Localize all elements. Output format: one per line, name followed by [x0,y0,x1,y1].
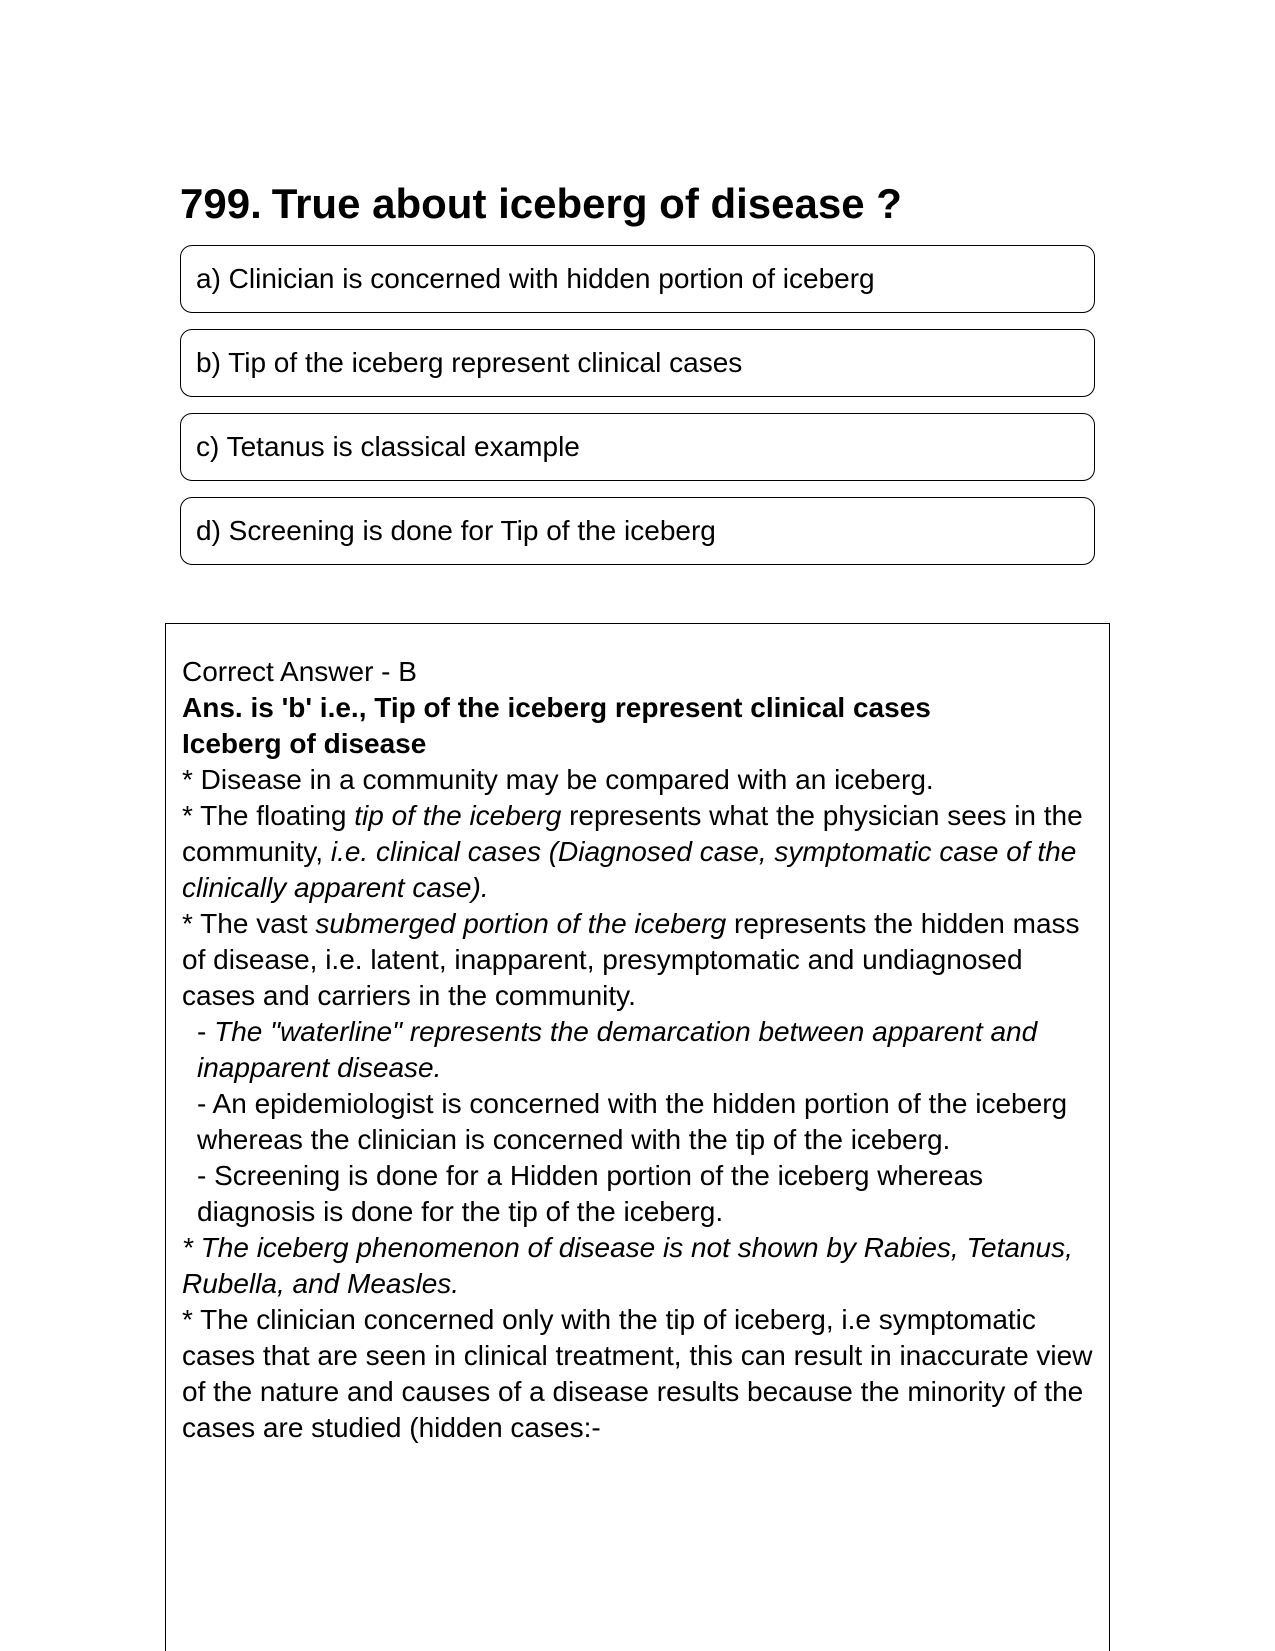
explanation-point-7: * The iceberg phenomenon of disease is not shown by Rabies, Tetanus, Rubella, and Measles. [182,1232,1073,1299]
option-d[interactable]: d) Screening is done for Tip of the iceberg [180,497,1095,565]
question-heading [180,176,902,232]
explanation-point-6: - Screening is done for a Hidden portion of the iceberg whereas diagnosis is done for the tip of the iceberg. [197,1160,984,1227]
question-number: 799. [180,180,262,227]
p3-text-b: submerged portion of the iceberg [315,908,727,939]
question-text: True about iceberg of disease ? [271,180,902,227]
p2-text-b: tip of the iceberg [354,800,562,831]
p2-text-d: i.e. clinical cases (Diagnosed case, symptomatic case of the clinically apparent case). [182,836,1077,903]
explanation-point-5: - An epidemiologist is concerned with the hidden portion of the iceberg whereas the clinician is concerned with the tip of the iceberg. [197,1088,1068,1155]
answer-explanation [165,623,1110,1651]
correct-answer: Correct Answer - B [182,656,417,687]
answer-heading: Ans. is 'b' i.e., Tip of the iceberg represent clinical cases [182,692,931,723]
p2-text-c: represents what the physician sees in the community, [182,800,1083,867]
p3-text-a: * The vast [182,908,316,939]
p2-text-a: * The floating [182,800,355,831]
p4-text-b: The "waterline" represents the demarcation between apparent and inapparent disease. [197,1016,1038,1083]
option-b[interactable]: b) Tip of the iceberg represent clinical cases [180,329,1095,397]
options-list [180,245,1095,581]
p4-text-a: - [197,1016,215,1047]
explanation-point-4 [182,1014,1093,1086]
explanation-point-3 [182,906,1093,1014]
explanation-point-1: * Disease in a community may be compared with an iceberg. [182,764,934,795]
explanation-point-2 [182,798,1093,906]
option-c[interactable]: c) Tetanus is classical example [180,413,1095,481]
p3-text-c: represents the hidden mass of disease, i.e. latent, inapparent, presymptomatic and undiagnosed cases and carriers in the community. [182,908,1080,1011]
topic-heading: Iceberg of disease [182,728,427,759]
explanation-point-8: * The clinician concerned only with the tip of iceberg, i.e symptomatic cases that are seen in clinical treatment, this can result in inaccurate view of the nature and causes of a disease results because the minority of the cases are studied (hidden cases:- [182,1304,1093,1443]
option-a[interactable]: a) Clinician is concerned with hidden portion of iceberg [180,245,1095,313]
